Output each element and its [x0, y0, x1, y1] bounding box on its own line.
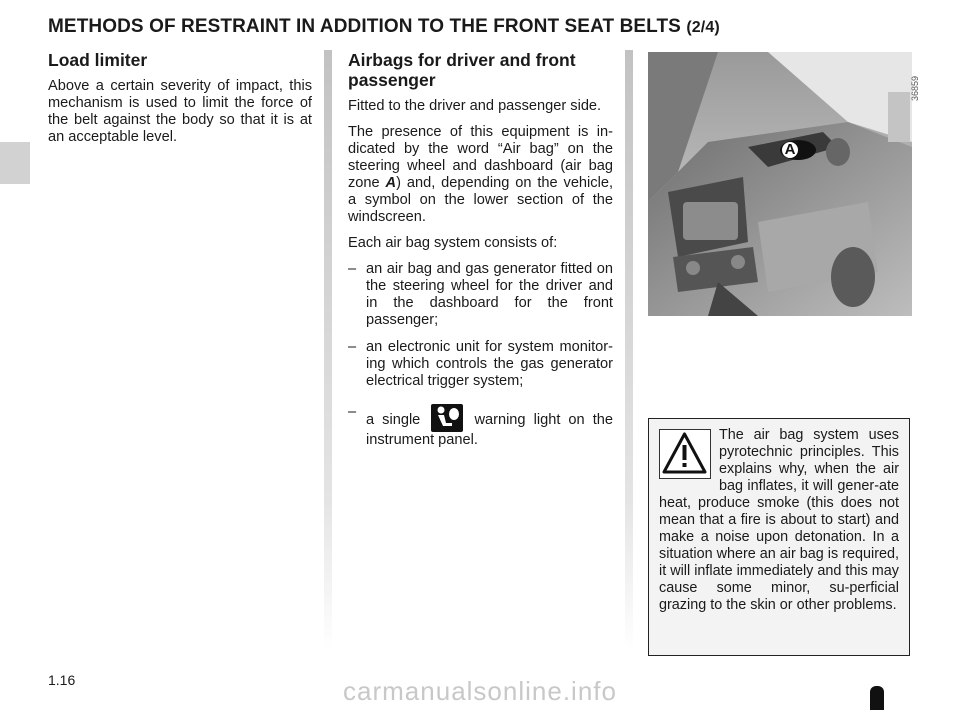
page-number: 1.16 — [48, 672, 76, 688]
section-tab — [0, 142, 30, 184]
load-limiter-section — [48, 50, 312, 155]
airbag-components-list — [348, 261, 613, 449]
list-item — [348, 404, 613, 449]
watermark: carmanualsonline.info — [343, 676, 617, 706]
figure-reference-number: 36859 — [910, 76, 920, 102]
dashboard-photo — [648, 52, 920, 316]
presence-text-part: The presence of this equipment is in-dicated by the word “Air bag” on the steering wheel and dashboard (air bag zone — [348, 124, 613, 191]
airbags-fitted-text: Fitted to the driver and passenger side. — [348, 98, 602, 114]
airbags-heading: Airbags for driver and front passenger — [348, 50, 576, 90]
column-divider — [625, 50, 633, 650]
list-item-text: a single — [366, 412, 421, 428]
list-item: – an air bag and gas generator fitted on the steering wheel for the driver and in the dashboard for the front passenger; — [348, 261, 613, 329]
warning-text: The air bag system uses pyrotechnic principles. This explains why, when the air bag inflates, it will gener-ate heat, produce smoke (this does not mean that a fire is about to start) and make a noise upon detonation. In a situation where an air bag is required, it will inflate immediately and this may cause some minor, su-perficial grazing to the skin or other problems. — [659, 427, 899, 613]
presence-text-part: ) and, depending on the vehicle, a symbol on the lower section of the windscreen. — [348, 175, 613, 225]
dashboard-illustration — [648, 52, 912, 316]
zone-a-label: A — [784, 141, 796, 158]
airbag-warning-light-icon — [431, 404, 463, 432]
page-title — [48, 16, 720, 38]
list-item-text: warning light on the instrument panel. — [366, 412, 613, 448]
page-title-text: METHODS OF RESTRAINT IN ADDITION TO THE FRONT SEAT BELTS — [48, 16, 681, 37]
page-part-indicator: (2/4) — [686, 19, 720, 36]
zone-label: A — [385, 175, 397, 191]
warning-triangle-icon — [659, 429, 711, 479]
airbags-section — [348, 50, 613, 459]
load-limiter-body: Above a certain severity of impact, this mechanism is used to limit the force of the belt against the body so that it is at an acceptable level. — [48, 78, 312, 145]
airbags-presence-text — [348, 124, 613, 226]
load-limiter-heading: Load limiter — [48, 50, 148, 70]
column-divider — [324, 50, 332, 650]
warning-box — [648, 418, 910, 656]
airbags-consists-text: Each air bag system consists of: — [348, 235, 558, 251]
list-item: – an electronic unit for system monitor-ing which controls the gas generator electrical trigger system; — [348, 339, 613, 390]
page-edge-mark — [870, 686, 884, 710]
